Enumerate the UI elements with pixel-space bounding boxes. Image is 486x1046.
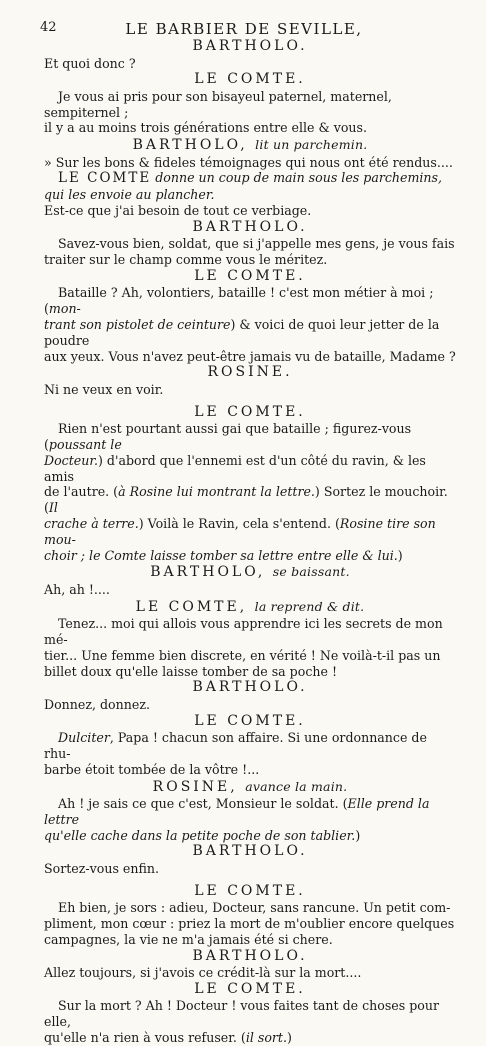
speaker-name: LE COMTE. (194, 882, 306, 899)
dialogue-text: Rien n'est pourtant aussi gai que bataille ; figurez-vous ( (44, 421, 412, 453)
speaker-name: BARTHOLO. (192, 38, 308, 54)
speaker-name: LE COMTE. (194, 267, 306, 284)
stage-direction: qu'elle cache dans la petite poche de son tablier. (44, 827, 356, 843)
stage-direction: Elle prend la lettre (44, 796, 430, 827)
dialogue-text: qu'elle n'a rien à vous refuser. ( (44, 1030, 246, 1046)
speaker-name: ROSINE, (152, 778, 238, 795)
stage-direction: avance la main. (245, 778, 348, 794)
dialogue-line (44, 484, 456, 516)
dialogue-line: Eh bien, je sors : adieu, Docteur, sans rancune. Un petit com- (58, 900, 451, 916)
stage-direction: Il (48, 500, 58, 516)
dialogue-line: il y a au moins trois générations entre elle & vous. (44, 120, 368, 136)
dialogue-line (44, 548, 456, 564)
dialogue-line: Ni ne veux en voir. (44, 381, 164, 397)
speaker-name: LE COMTE. (194, 403, 306, 420)
stage-direction: il sort. (245, 1030, 288, 1046)
dialogue-line: billet doux qu'elle laisse tomber de sa poche ! (44, 663, 338, 679)
dialogue-line (44, 828, 456, 844)
dialogue-line: traiter sur le champ comme vous le méritez. (44, 252, 328, 268)
dialogue-text: ) (397, 547, 403, 563)
dialogue-line (44, 285, 456, 317)
speaker-name: LE COMTE. (194, 71, 306, 88)
speaker-with-direction (44, 136, 456, 155)
speaker-name: BARTHOLO. (192, 218, 308, 235)
dialogue-line (44, 421, 456, 453)
speaker-name: BARTHOLO. (192, 843, 308, 860)
dialogue-line: Allez toujours, si j'avois ce crédit-là sur la mort.... (44, 965, 362, 981)
dialogue-line: » Sur les bons & fideles témoignages qui nous ont été rendus.... (44, 154, 453, 170)
play-text (44, 38, 456, 1046)
dialogue-line: Je vous ai pris pour son bisayeul paternel, maternel, sempiternel ; (44, 88, 392, 120)
dialogue-line: Tenez... moi qui allois vous apprendre ici les secrets de mon mé- (44, 616, 443, 648)
dialogue-line (44, 730, 456, 762)
speaker-name: LE COMTE. (194, 980, 306, 997)
dialogue-line: Sur la mort ? Ah ! Docteur ! vous faites tant de choses pour elle, (44, 998, 439, 1030)
dialogue-line (44, 317, 456, 349)
speaker-name: LE COMTE. (194, 712, 306, 729)
speaker-name: LE COMTE (58, 170, 152, 187)
stage-direction: se baissant. (272, 564, 350, 580)
speaker-with-direction (44, 563, 456, 582)
dialogue-line: Et quoi donc ? (44, 55, 136, 71)
dialogue-line: Sortez-vous enfin. (44, 860, 159, 876)
dialogue-line: barbe étoit tombée de la vôtre !... (44, 761, 260, 777)
stage-direction: mon- (48, 301, 81, 317)
speaker-name: BARTHOLO. (192, 679, 308, 696)
dialogue-text: ) Voilà le Ravin, cela s'entend. ( (138, 516, 340, 532)
speaker-with-direction (44, 170, 456, 203)
speaker-name: BARTHOLO. (192, 947, 308, 964)
dialogue-line: tier... Une femme bien discrete, en vérité ! Ne voilà-t-il pas un (44, 647, 441, 663)
stage-direction: crache à terre. (44, 516, 139, 532)
stage-direction: Rosine tire son mou- (44, 516, 436, 547)
dialogue-line: aux yeux. Vous n'avez peut-être jamais vu de bataille, Madame ? (44, 348, 456, 364)
dialogue-text: ) d'abord que l'ennemi est d'un côté du ravin, & les amis (44, 452, 426, 484)
dialogue-line: Ah, ah !.... (44, 581, 110, 597)
dialogue-text: ) (287, 1030, 292, 1046)
dialogue-line (44, 453, 456, 485)
running-title: LE BARBIER DE SEVILLE, (125, 20, 363, 38)
dialogue-text: Bataille ? Ah, volontiers, bataille ! c'est mon métier à moi ; ( (44, 285, 434, 317)
dialogue-text: ) (355, 827, 361, 843)
dialogue-line: Savez-vous bien, soldat, que si j'appelle mes gens, je vous fais (58, 236, 455, 252)
dialogue-text: de l'autre. ( (44, 484, 119, 500)
dialogue-text: ) & voici de quoi leur jetter de la poudre (44, 317, 440, 348)
dialogue-line: campagnes, la vie ne m'a jamais été si chere. (44, 931, 333, 947)
dialogue-text: , Papa ! chacun son affaire. Si une ordonnance de rhu- (44, 730, 427, 761)
stage-direction: poussant le (48, 437, 122, 453)
dialogue-line: Est-ce que j'ai besoin de tout ce verbiage. (44, 203, 312, 219)
dialogue-line (44, 516, 456, 548)
stage-direction: la reprend & dit. (254, 598, 365, 614)
speaker-with-direction (44, 598, 456, 617)
dialogue-text: Ah ! je sais ce que c'est, Monsieur le soldat. ( (58, 796, 348, 812)
stage-direction: lit un parchemin. (255, 137, 368, 153)
stage-direction: à Rosine lui montrant la lettre. (118, 484, 315, 500)
dialogue-text: ) Sortez le mouchoir. ( (44, 484, 448, 516)
stage-direction: Dulciter (58, 730, 110, 746)
stage-direction: Docteur. (44, 452, 98, 468)
speaker-name: BARTHOLO, (150, 564, 266, 581)
stage-direction: trant son pistolet de ceinture (44, 317, 231, 333)
speaker-name: LE COMTE, (135, 598, 248, 615)
stage-direction: donne un coup de main sous les parchemins, qui les envoie au plancher. (44, 170, 443, 203)
speaker-name: ROSINE. (207, 364, 293, 381)
dialogue-line: Donnez, donnez. (44, 696, 150, 712)
dialogue-line (44, 1030, 456, 1046)
dialogue-line: pliment, mon cœur : priez la mort de m'oublier encore quelques (44, 916, 455, 932)
page-number: 42 (40, 20, 57, 35)
speaker-with-direction (44, 778, 456, 797)
dialogue-line (44, 796, 456, 828)
stage-direction: choir ; le Comte laisse tomber sa lettre entre elle & lui. (44, 547, 398, 563)
speaker-name: BARTHOLO, (132, 137, 248, 154)
